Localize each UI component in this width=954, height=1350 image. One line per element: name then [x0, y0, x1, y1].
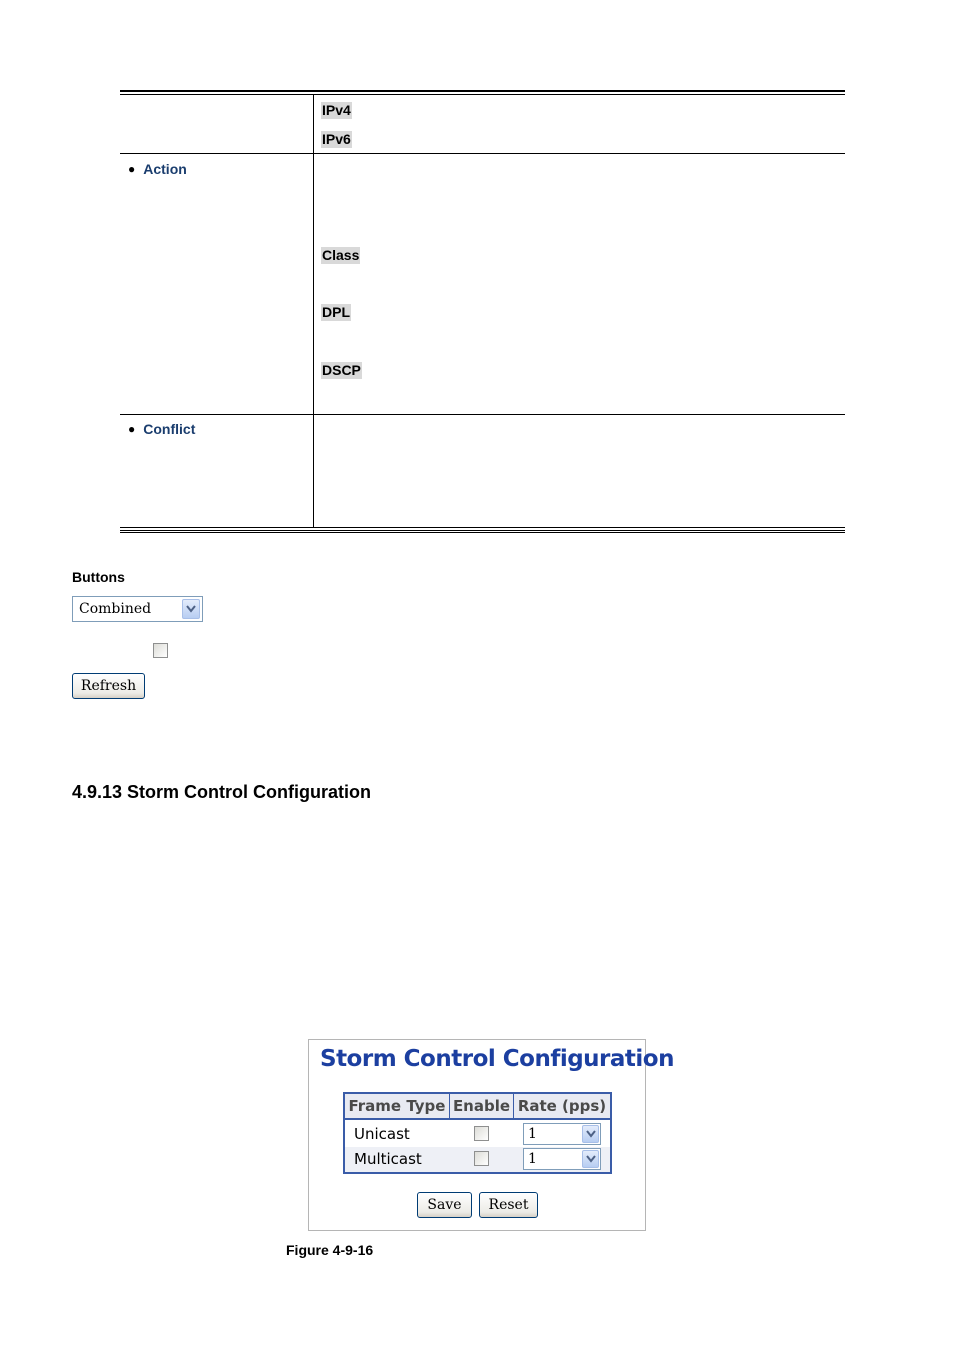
figure-caption: Figure 4-9-16 — [286, 1242, 374, 1258]
keyword-dpl: DPL — [322, 304, 350, 320]
unicast-rate-select[interactable] — [523, 1123, 601, 1145]
header-frame-type: Frame Type — [345, 1094, 450, 1118]
chevron-down-icon[interactable] — [582, 1150, 599, 1168]
multicast-enable-checkbox[interactable] — [474, 1151, 489, 1166]
header-rate: Rate (pps) — [517, 1097, 607, 1115]
header-enable: Enable — [450, 1094, 514, 1118]
unicast-enable-checkbox[interactable] — [474, 1126, 489, 1141]
multicast-rate-select[interactable] — [523, 1148, 601, 1170]
multicast-rate-value: 1 — [528, 1151, 537, 1167]
keyword-dscp: DSCP — [322, 362, 361, 378]
figure-title: Storm Control Configuration — [320, 1046, 674, 1072]
chevron-down-icon[interactable] — [582, 1125, 599, 1143]
param-action — [128, 161, 187, 177]
keyword-ipv6: IPv6 — [322, 131, 351, 147]
row-multicast-label: Multicast — [354, 1150, 422, 1168]
column-divider — [313, 94, 314, 527]
table-header-row — [345, 1094, 610, 1120]
figure-screenshot — [308, 1039, 674, 1231]
storm-control-table — [343, 1092, 612, 1174]
display-mode-value: Combined — [79, 601, 152, 617]
reset-button[interactable]: Reset — [479, 1192, 538, 1218]
chevron-down-icon[interactable] — [182, 599, 200, 619]
keyword-ipv4: IPv4 — [322, 102, 351, 118]
section-heading: 4.9.13 Storm Control Configuration — [72, 782, 372, 802]
save-button[interactable]: Save — [417, 1192, 472, 1218]
buttons-label: Buttons — [72, 569, 125, 585]
auto-refresh-checkbox[interactable] — [153, 643, 168, 658]
row-unicast-label: Unicast — [354, 1125, 410, 1143]
bullet-icon: ● — [128, 162, 136, 176]
row-divider — [120, 414, 845, 415]
row-divider — [120, 153, 845, 154]
display-mode-select[interactable] — [72, 596, 203, 622]
refresh-button[interactable]: Refresh — [72, 673, 145, 699]
parameter-table — [120, 90, 845, 533]
unicast-rate-value: 1 — [528, 1126, 537, 1142]
param-action-label: Action — [143, 161, 187, 177]
param-conflict — [128, 421, 195, 437]
keyword-class: Class — [322, 247, 360, 263]
param-conflict-label: Conflict — [143, 421, 196, 437]
bullet-icon: ● — [128, 422, 136, 436]
